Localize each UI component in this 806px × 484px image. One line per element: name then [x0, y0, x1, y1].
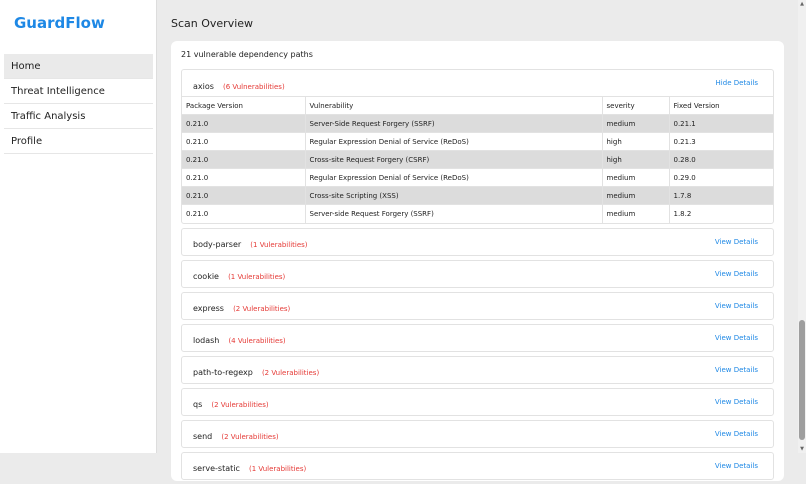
vulnerability-count: (2 Vulerabilities)	[221, 433, 279, 441]
cell-vulnerability: Cross-site Scripting (XSS)	[305, 187, 602, 205]
page-title: Scan Overview	[171, 17, 254, 30]
package-panel-cookie	[181, 260, 774, 288]
scan-card	[171, 41, 784, 481]
vulnerability-count: (1 Vulerabilities)	[250, 241, 308, 249]
cell-vulnerability: Regular Expression Denial of Service (ReDoS)	[305, 133, 602, 151]
cell-vulnerability: Regular Expression Denial of Service (ReDoS)	[305, 169, 602, 187]
package-name: send	[193, 432, 213, 441]
package-panel-qs	[181, 388, 774, 416]
cell-fixed-version: 1.8.2	[669, 205, 773, 223]
vulnerability-count: (1 Vulerabilities)	[228, 273, 286, 281]
package-panel-express	[181, 292, 774, 320]
main-content	[157, 0, 798, 473]
cell-severity: medium	[602, 169, 669, 187]
package-header	[182, 70, 773, 96]
package-list	[181, 69, 774, 484]
cell-fixed-version: 0.21.1	[669, 115, 773, 133]
package-panel-lodash	[181, 324, 774, 352]
view-details-button[interactable]: View Details	[714, 269, 758, 278]
package-header	[182, 261, 773, 287]
scrollbar[interactable]	[798, 0, 806, 453]
cell-fixed-version: 0.21.3	[669, 133, 773, 151]
table-row	[182, 115, 773, 133]
package-name: express	[193, 304, 224, 313]
sidebar-nav	[4, 54, 153, 154]
table-header-row	[182, 97, 773, 115]
package-name: body-parser	[193, 240, 242, 249]
view-details-button[interactable]: View Details	[714, 237, 758, 246]
vulnerability-count: (6 Vulnerabilities)	[223, 82, 285, 91]
view-details-button[interactable]: View Details	[714, 365, 758, 374]
table-row	[182, 133, 773, 151]
vulnerability-count: (2 Vulerabilities)	[233, 305, 291, 313]
cell-fixed-version: 0.29.0	[669, 169, 773, 187]
brand-logo[interactable]: GuardFlow	[14, 14, 105, 32]
cell-severity: high	[602, 133, 669, 151]
view-details-button[interactable]: View Details	[714, 429, 758, 438]
package-name: axios	[193, 81, 214, 91]
view-details-button[interactable]: View Details	[714, 461, 758, 470]
nav-item-home[interactable]: Home	[4, 54, 153, 79]
table-row	[182, 151, 773, 169]
table-row	[182, 187, 773, 205]
vulnerability-count: (1 Vulerabilities)	[248, 465, 307, 473]
package-name: cookie	[193, 272, 219, 281]
nav-item-threat-intelligence[interactable]: Threat Intelligence	[4, 79, 153, 104]
package-header	[182, 453, 773, 479]
scrollbar-thumb[interactable]	[799, 320, 805, 440]
package-panel-send	[181, 420, 774, 448]
package-header	[182, 389, 773, 415]
package-header	[182, 325, 773, 351]
cell-vulnerability: Server-Side Request Forgery (SSRF)	[305, 115, 602, 133]
package-panel-serve-static	[181, 452, 774, 480]
vulnerability-count: (2 Vulerabilities)	[211, 401, 269, 409]
cell-package-version: 0.21.0	[182, 115, 305, 133]
package-panel-body-parser	[181, 228, 774, 256]
hide-details-button[interactable]: Hide Details	[715, 79, 758, 87]
summary-text: 21 vulnerable dependency paths	[181, 50, 313, 59]
cell-fixed-version: 1.7.8	[669, 187, 773, 205]
package-header	[182, 229, 773, 255]
cell-severity: medium	[602, 115, 669, 133]
vulnerability-count: (4 Vulerabilities)	[228, 337, 286, 345]
cell-vulnerability: Server-side Request Forgery (SSRF)	[305, 205, 602, 223]
cell-severity: medium	[602, 187, 669, 205]
package-name: path-to-regexp	[193, 368, 253, 377]
scroll-up-arrow-icon[interactable]: ▲	[800, 1, 804, 7]
column-header-fixed-version: Fixed Version	[669, 97, 773, 115]
package-name: qs	[193, 400, 203, 409]
cell-package-version: 0.21.0	[182, 169, 305, 187]
table-row	[182, 205, 773, 223]
package-name: lodash	[193, 336, 220, 345]
column-header-severity: severity	[602, 97, 669, 115]
package-panel-path-to-regexp	[181, 356, 774, 384]
cell-package-version: 0.21.0	[182, 151, 305, 169]
package-header	[182, 421, 773, 447]
column-header-vulnerability: Vulnerability	[305, 97, 602, 115]
cell-package-version: 0.21.0	[182, 187, 305, 205]
nav-item-traffic-analysis[interactable]: Traffic Analysis	[4, 104, 153, 129]
table-row	[182, 169, 773, 187]
view-details-button[interactable]: View Details	[714, 301, 758, 310]
vulnerability-table	[182, 96, 773, 223]
package-header	[182, 293, 773, 319]
package-panel-axios	[181, 69, 774, 224]
vulnerability-count: (2 Vulerabilities)	[261, 369, 320, 377]
scroll-down-arrow-icon[interactable]: ▼	[800, 446, 804, 452]
cell-severity: high	[602, 151, 669, 169]
cell-fixed-version: 0.28.0	[669, 151, 773, 169]
cell-package-version: 0.21.0	[182, 133, 305, 151]
cell-severity: medium	[602, 205, 669, 223]
cell-vulnerability: Cross-site Request Forgery (CSRF)	[305, 151, 602, 169]
column-header-package-version: Package Version	[182, 97, 305, 115]
view-details-button[interactable]: View Details	[714, 397, 758, 406]
package-name: serve-static	[193, 464, 240, 473]
cell-package-version: 0.21.0	[182, 205, 305, 223]
nav-item-profile[interactable]: Profile	[4, 129, 153, 154]
view-details-button[interactable]: View Details	[714, 333, 758, 342]
sidebar	[0, 0, 157, 453]
package-header	[182, 357, 773, 383]
